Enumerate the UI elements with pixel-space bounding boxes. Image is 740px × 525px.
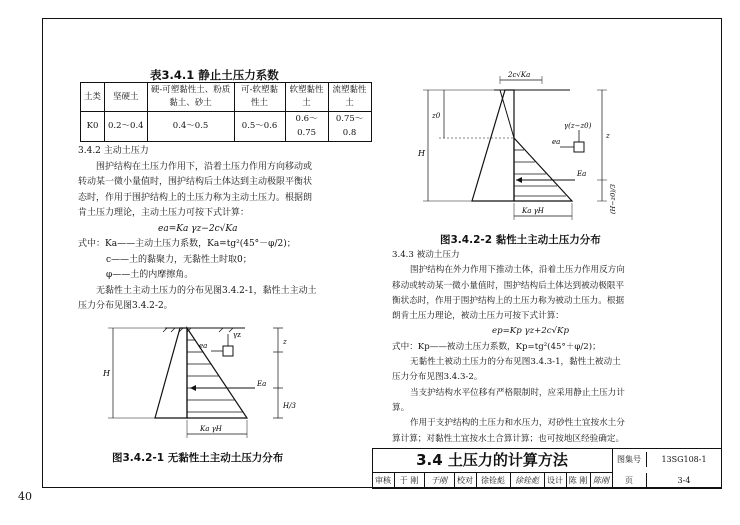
coefficient-table [80, 82, 372, 142]
paragraph-line: 转动某一微小量值时，围护结构后土体达到主动极限平衡状 [78, 177, 313, 187]
figure-caption: 图3.4.2-1 无黏性土主动土压力分布 [112, 452, 284, 464]
formula-definition: φ——土的内摩擦角。 [106, 270, 194, 280]
sheet-page: 3-4 [677, 476, 691, 485]
section-heading: 3.4.2 主动土压力 [78, 146, 149, 156]
table-header-cell: 流塑黏性土 [328, 83, 371, 112]
paragraph-line: 无黏性土主动土压力的分布见图3.4.2-1，黏性土主动土 [96, 285, 317, 296]
top-dimension-label: 2c√Ka [508, 71, 531, 79]
paragraph-line: 态时，作用于围护结构上的土压力称为主动土压力。根据朗 [78, 192, 313, 203]
figure-caption: 图3.4.2-2 黏性土主动土压力分布 [440, 234, 601, 246]
atlas-label: 图集号 [612, 452, 647, 467]
right-text-block [392, 248, 712, 447]
table-header-cell: 软塑黏性土 [285, 83, 328, 112]
h3-dimension-label: H/3 [283, 402, 296, 410]
table-row [81, 112, 372, 141]
design-label: 设计 [544, 473, 567, 488]
review-label: 审核 [372, 473, 395, 488]
h-dimension-label: H [418, 149, 425, 158]
formula: ea=Ka γz−2c√Ka [158, 223, 238, 234]
ea-resultant-label: Ea [257, 380, 267, 388]
section-heading: 3.4.3 被动土压力 [392, 250, 460, 260]
gz-label: γz [233, 331, 241, 339]
paragraph-line: 作用于支护结构的土压力和水压力，对砂性土宜按水土分 [410, 418, 625, 429]
z-dimension-label: z [606, 132, 610, 140]
ea-label: ea [199, 342, 208, 350]
table-row-label: K0 [81, 112, 105, 141]
paragraph-line: 算。 [392, 402, 410, 413]
ea-resultant-label: Ea [577, 170, 587, 178]
paragraph-line: 压力分布见图3.4.3-2。 [392, 372, 483, 383]
base-dimension-label: Ka γH [522, 207, 544, 215]
table-cell: 0.4～0.5 [147, 112, 234, 141]
checker-signature: 徐铨彪 [510, 473, 545, 488]
atlas-number: 13SG108-1 [661, 455, 707, 464]
figure-cohesive-active [410, 66, 625, 231]
checker-name: 徐铨彪 [476, 473, 511, 488]
h3-dimension-label: (H−z0)/3 [609, 183, 617, 214]
formula-definition: 式中：Kp——被动土压力系数，Kp=tg²(45°＋φ/2)； [392, 341, 601, 352]
paragraph-line: 围护结构在外力作用下推动土体，沿着土压力作用反方向 [410, 265, 625, 276]
h-dimension-label: H [103, 369, 110, 378]
formula: ep=Kp γz+2c√Kp [492, 326, 569, 337]
paragraph-line: 围护结构在土压力作用下，沿着土压力作用方向移动或 [96, 161, 313, 172]
designer-signature: 陈刚 [590, 473, 613, 488]
table-header-row [81, 83, 372, 112]
paragraph-line: 无黏性土被动土压力的分布见图3.4.3-1，黏性土被动土 [410, 357, 621, 368]
table-title: 表3.4.1 静止土压力系数 [150, 68, 279, 82]
designer-name: 陈 刚 [566, 473, 591, 488]
figure-cohesionless-active [95, 322, 325, 447]
gz-label: γ(z−z0) [564, 122, 592, 130]
table-header-cell: 土类 [81, 83, 105, 112]
paragraph-line: 移动或转动某一微小量值时，围护结构后土体达到被动极限平 [392, 280, 625, 291]
page-number: 40 [18, 490, 32, 503]
table-header-cell: 可-软塑黏性土 [234, 83, 285, 112]
paragraph-line: 当支护结构水平位移有严格限制时，应采用静止土压力计 [410, 387, 625, 398]
table-header-cell: 硬-可塑黏性土、粉质黏土、砂土 [147, 83, 234, 112]
formula-definition: 式中：Ka——主动土压力系数，Ka=tg²(45°－φ/2)； [78, 239, 296, 249]
formula-definition: c——土的黏聚力，无黏性土时取0； [106, 254, 252, 265]
title-block-title: 3.4 土压力的计算方法 [372, 448, 613, 473]
table-header-cell: 坚硬土 [105, 83, 148, 112]
paragraph-line: 压力分布见图3.4.2-2。 [78, 301, 173, 311]
table-cell: 0.75～0.8 [328, 112, 371, 141]
paragraph-line: 朗肯土压力理论，被动土压力可按下式计算： [392, 311, 564, 322]
check-label: 校对 [454, 473, 477, 488]
page-label: 页 [612, 473, 647, 488]
reviewer-signature: 于刚 [424, 473, 455, 488]
paragraph-line: 衡状态时，作用于围护结构上的土压力称为被动土压力。根据 [392, 295, 625, 306]
table-cell: 0.2～0.4 [105, 112, 148, 141]
paragraph-line: 算计算；对黏性土宜按水土合算计算；也可按地区经验确定。 [392, 433, 625, 444]
paragraph-line: 肯土压力理论，主动土压力可按下式计算： [78, 208, 250, 218]
base-dimension-label: Ka γH [200, 425, 222, 433]
table-cell: 0.5～0.6 [234, 112, 285, 141]
table-cell: 0.6～0.75 [285, 112, 328, 141]
ea-label: ea [552, 138, 561, 146]
reviewer-name: 于 刚 [394, 473, 425, 488]
z0-dimension-label: z0 [432, 112, 441, 120]
title-block [372, 448, 722, 488]
z-dimension-label: z [283, 338, 287, 346]
left-text-block [78, 144, 368, 315]
